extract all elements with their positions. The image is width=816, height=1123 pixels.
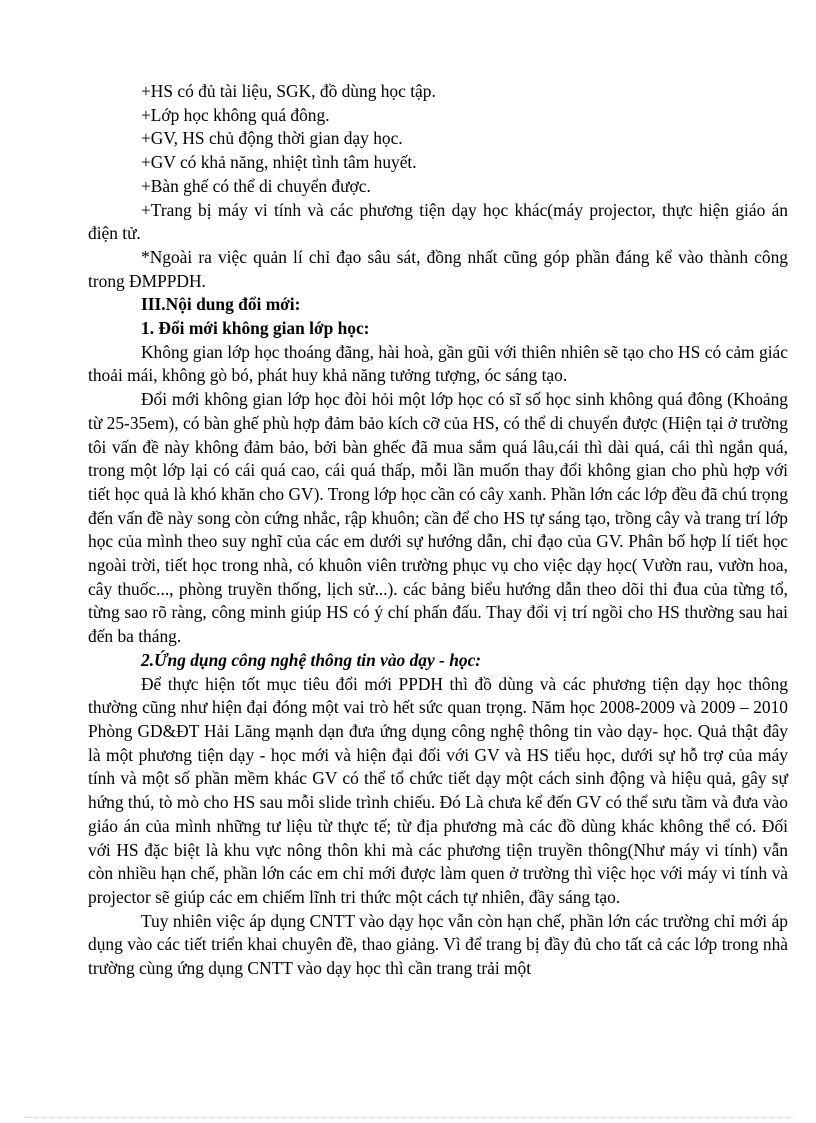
paragraph: +GV, HS chủ động thời gian dạy học. bbox=[141, 128, 403, 149]
document-body bbox=[88, 80, 788, 981]
paragraph: *Ngoài ra việc quản lí chỉ đạo sâu sát, đồng nhất cũng góp phần đáng kể vào thành công trong ĐMPPDH. bbox=[88, 246, 788, 291]
paragraph: Để thực hiện tốt mục tiêu đổi mới PPDH thì đồ dùng và các phương tiện dạy học thông thường cũng như hiện đại đóng một vai trò hết sức quan trọng. Năm học 2008-2009 và 2009 – 2010 Phòng GD&ĐT Hải Lăng mạnh dạn đưa ứng dụng công nghệ thông tin vào dạy- học. Quả thật đây là một phương tiện dạy - học mới và hiện đại đối với GV và HS tiểu học, dưới sự hỗ trợ của máy tính và một số phần mềm khác GV có thể tổ chức tiết dạy một cách sinh động và hiệu quả, gây sự hứng thú, tò mò cho HS sau mỗi slide trình chiếu. Đó Là chưa kể đến GV có thể sưu tầm và đưa vào giáo án của mình những tư liệu từ thực tế; từ địa phương mà các đồ dùng khác không thể có. Đối với HS đặc biệt là khu vực nông thôn khi mà các phương tiện truyền thông(Như máy vi tính) vẫn còn nhiều hạn chế, phần lớn các em chỉ mới được làm quen ở trường thì việc học với máy vi tính và projector sẽ giúp các em chiếm lĩnh tri thức một cách tự nhiên, đầy sáng tạo. bbox=[88, 673, 788, 907]
subsection-heading: 1. Đổi mới không gian lớp học: bbox=[141, 318, 370, 339]
paragraph: +Lớp học không quá đông. bbox=[141, 104, 330, 125]
section-heading: III.Nội dung đổi mới: bbox=[141, 294, 301, 315]
paragraph: +Bàn ghế có thể di chuyển được. bbox=[141, 175, 371, 196]
paragraph: +Trang bị máy vi tính và các phương tiện dạy học khác(máy projector, thực hiện giáo án điện tử. bbox=[88, 199, 788, 244]
paragraph: +HS có đủ tài liệu, SGK, đồ dùng học tập. bbox=[141, 81, 436, 101]
subsection-heading: 2.Ứng dụng công nghệ thông tin vào dạy - học: bbox=[141, 649, 482, 670]
paragraph: Đổi mới không gian lớp học đòi hỏi một lớp học có sĩ số học sinh không quá đông (Khoảng từ 25-35em), có bàn ghế phù hợp đảm bảo kích cỡ của HS, có thể di chuyển được (Hiện tại ở trường tôi vấn đề này không đảm bảo, bởi bàn ghếc đã mua sắm quá lâu,cái thì dài quá, cái thì ngắn quá, trong một lớp lại có cái quá cao, cái quá thấp, mỗi lần muốn thay đổi không gian cho phù hợp với tiết học quả là khó khăn cho GV). Trong lớp học cần có cây xanh. Phần lớn các lớp đều đã chú trọng đến vấn đề này song còn cứng nhắc, rập khuôn; cần để cho HS tự sáng tạo, trồng cây và trang trí lớp học của mình theo suy nghĩ của các em dưới sự hướng dẫn, chỉ đạo của GV. Phân bố hợp lí tiết học ngoài trời, tiết học trong nhà, có khuôn viên trường phục vụ cho việc dạy học( Vườn rau, vườn hoa, cây thuốc..., phòng truyền thống, lịch sử...). các bảng biểu hướng dẫn theo dõi thi đua của từng tổ, từng sao rõ ràng, công minh giúp HS có ý chí phấn đấu. Thay đổi vị trí ngồi cho HS thường sau hai đến ba tháng. bbox=[88, 389, 788, 647]
paragraph: Không gian lớp học thoáng đãng, hài hoà, gần gũi với thiên nhiên sẽ tạo cho HS có cảm giác thoải mái, không gò bó, phát huy khả năng tưởng tượng, óc sáng tạo. bbox=[88, 341, 788, 386]
paragraph: +GV có khả năng, nhiệt tình tâm huyết. bbox=[141, 152, 417, 173]
paragraph: Tuy nhiên việc áp dụng CNTT vào dạy học vẫn còn hạn chế, phần lớn các trường chỉ mới áp dụng vào các tiết triển khai chuyên đề, thao giảng. Vì để trang bị đầy đủ cho tất cả các lớp trong nhà trường cùng ứng dụng CNTT vào dạy học thì cần trang trải một bbox=[88, 910, 788, 979]
page-bottom-divider bbox=[24, 1117, 794, 1118]
